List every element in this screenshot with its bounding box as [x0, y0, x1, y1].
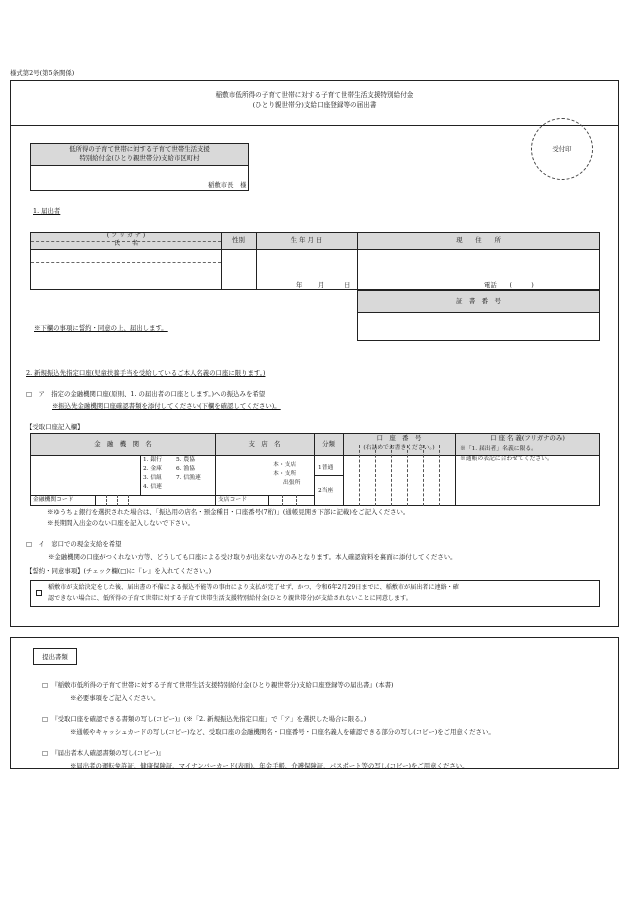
digit-divider: [391, 445, 392, 506]
digit-divider: [375, 445, 376, 506]
bank-type-2: 2. 金庫: [143, 466, 162, 472]
consent-note: ※下欄の事項に誓約・同意の上、届出します。: [34, 324, 168, 332]
holder-note-2: ※通帳の表記に合わせてください。: [460, 456, 553, 462]
bank-code-label: 金融機関コード: [33, 497, 74, 503]
mayor-label: 稲敷市長 様: [208, 181, 247, 189]
doc-3-note: ※届出者の運転免許証、健康保険証、マイナンバーカード(表面)、年金手帳、介護保険証、パスポート等の写し(コピー)をご用意ください。: [70, 762, 469, 770]
documents-header: 提出書類: [42, 653, 68, 661]
account-number-subheader: (右詰めでお書きください。): [363, 445, 435, 451]
option-i[interactable]: □ イ 窓口での現金支給を希望: [26, 540, 122, 548]
col-line: [455, 433, 456, 506]
doc-1-title: □ 『稲敷市低所得の子育て世帯に対する子育て世帯生活支援特別給付金(ひとり親世帯分)支給口座登録等の届出書』(本書): [42, 681, 394, 689]
doc-2-note: ※通帳やキャッシュカードの写し(コピー)など、受取口座の金融機関名・口座番号・口座名義人を確認できる部分の写し(コピー)をご用意ください。: [70, 728, 495, 736]
option-a-note: ※振込先金融機関口座確認書類を添付してください(下欄を確認してください)。: [52, 402, 281, 410]
digit-divider: [359, 445, 360, 506]
certificate-header: 証 書 番 号: [456, 297, 501, 305]
account-section-heading: 【受取口座記入欄】: [26, 423, 84, 431]
doc-3-title: □ 『届出者本人確認書類の写し(コピー)』: [42, 749, 165, 757]
bank-type-divider: [140, 455, 141, 495]
furigana-row-divider: [31, 262, 221, 263]
account-number-header: 口 座 番 号: [376, 434, 422, 442]
doc-1-note: ※必要事項をご記入ください。: [70, 694, 160, 702]
digit-divider: [439, 445, 440, 506]
pledge-checkbox[interactable]: [36, 590, 42, 596]
bank-type-1: 1. 銀行: [143, 457, 162, 463]
branch-name-header: 支 店 名: [248, 440, 281, 448]
code-cell: [95, 495, 96, 506]
digit-divider: [423, 445, 424, 506]
branch-type-1: 本・支店: [273, 462, 297, 468]
gender-header: 性別: [232, 236, 245, 244]
code-cell: [128, 495, 129, 506]
class-option-1: 1普通: [318, 465, 334, 471]
account-holder-header: 口 座 名 義(フリガナのみ): [490, 434, 565, 442]
passbook-note: ※長期間入出金のない口座を記入しないで下さい。: [47, 519, 194, 527]
digit-divider: [407, 445, 408, 506]
birth-header: 生 年 月 日: [290, 236, 323, 244]
section2-heading: 2. 新規振込先指定口座(児童扶養手当を受給しているご本人名義の口座に限ります。): [26, 369, 266, 377]
postal-note: ※ゆうちょ銀行を選択された場合は、「振込用の店名・預金種目・口座番号(7桁)」(通帳見開き下部に記載)をご記入ください。: [47, 508, 410, 516]
col-line: [343, 433, 344, 506]
code-cell: [106, 495, 107, 506]
pledge-text-1: 稲敷市が支給決定をした後、届出書の不備による振込不能等の事由により支払が完了せず、かつ、令和6年2月29日までに、稲敷市が届出者に連絡・確: [48, 584, 459, 591]
date-day-label: 日: [344, 281, 351, 289]
bank-type-5: 5. 農協: [176, 457, 195, 463]
class-divider: [315, 475, 343, 476]
form-title-line1: 稲敷市低所得の子育て世帯に対する子育て世帯生活支援特別給付金: [215, 91, 414, 99]
doc-2-title: □ 『受取口座を確認できる書類の写し(コピー)』(※「2. 新規振込先指定口座」で「ア」を選択した場合に限る。): [42, 715, 367, 723]
section1-heading: 1. 届出者: [33, 207, 61, 215]
code-cell: [117, 495, 118, 506]
branch-code-label: 支店コード: [218, 497, 247, 503]
pledge-text-2: 認できない場合に、低所得の子育て世帯に対する子育て世帯生活支援特別給付金(ひとり親世帯分)が支給されないことに同意します。: [48, 595, 412, 602]
code-cell: [268, 495, 269, 506]
stamp-label: 受付印: [552, 145, 572, 153]
option-a[interactable]: □ ア 指定の金融機関口座(原則、1. の届出者の口座とします。)への振込みを希望: [26, 390, 266, 398]
bank-type-4: 4. 信連: [143, 484, 162, 490]
code-row-line: [31, 495, 315, 496]
furigana-header: ( フ リ ガ ナ ): [106, 232, 146, 239]
addressee-line1: 低所得の子育て世帯に対する子育て世帯生活支援: [69, 145, 210, 153]
bank-type-6: 6. 漁協: [176, 466, 195, 472]
branch-type-3: 出張所: [283, 480, 301, 486]
pledge-header: 【誓約・同意事項】(チェック欄(□)に『レ』を入れてください。): [26, 567, 212, 575]
phone-label: 電話 ( ): [484, 281, 534, 289]
bank-type-3: 3. 信組: [143, 475, 162, 481]
branch-type-2: 本・支所: [273, 471, 297, 477]
bank-name-header: 金 融 機 関 名: [94, 440, 152, 448]
code-cell: [296, 495, 297, 506]
addressee-line2: 特別給付金(ひとり親世帯分)支給市区町村: [79, 154, 200, 162]
date-year-label: 年: [296, 281, 303, 289]
class-header: 分類: [322, 440, 335, 448]
title-divider: [10, 125, 619, 126]
form-title-line2: (ひとり親世帯分)支給口座登録等の届出書: [252, 101, 377, 109]
code-cell: [282, 495, 283, 506]
option-i-note: ※金融機関の口座がつくれない方等、どうしても口座による受け取りが出来ない方のみとなります。本人確認資料を裏面に添付してください。: [48, 553, 457, 561]
form-label: 様式第2号(第5条関係): [10, 69, 75, 77]
date-month-label: 月: [318, 281, 325, 289]
holder-note-1: ※「1. 届出者」名義に限る。: [460, 446, 537, 452]
address-header: 現 住 所: [456, 236, 501, 244]
class-option-2: 2当座: [318, 488, 334, 494]
name-header: 氏 名: [113, 240, 138, 247]
bank-type-7: 7. 信漁連: [176, 475, 201, 481]
